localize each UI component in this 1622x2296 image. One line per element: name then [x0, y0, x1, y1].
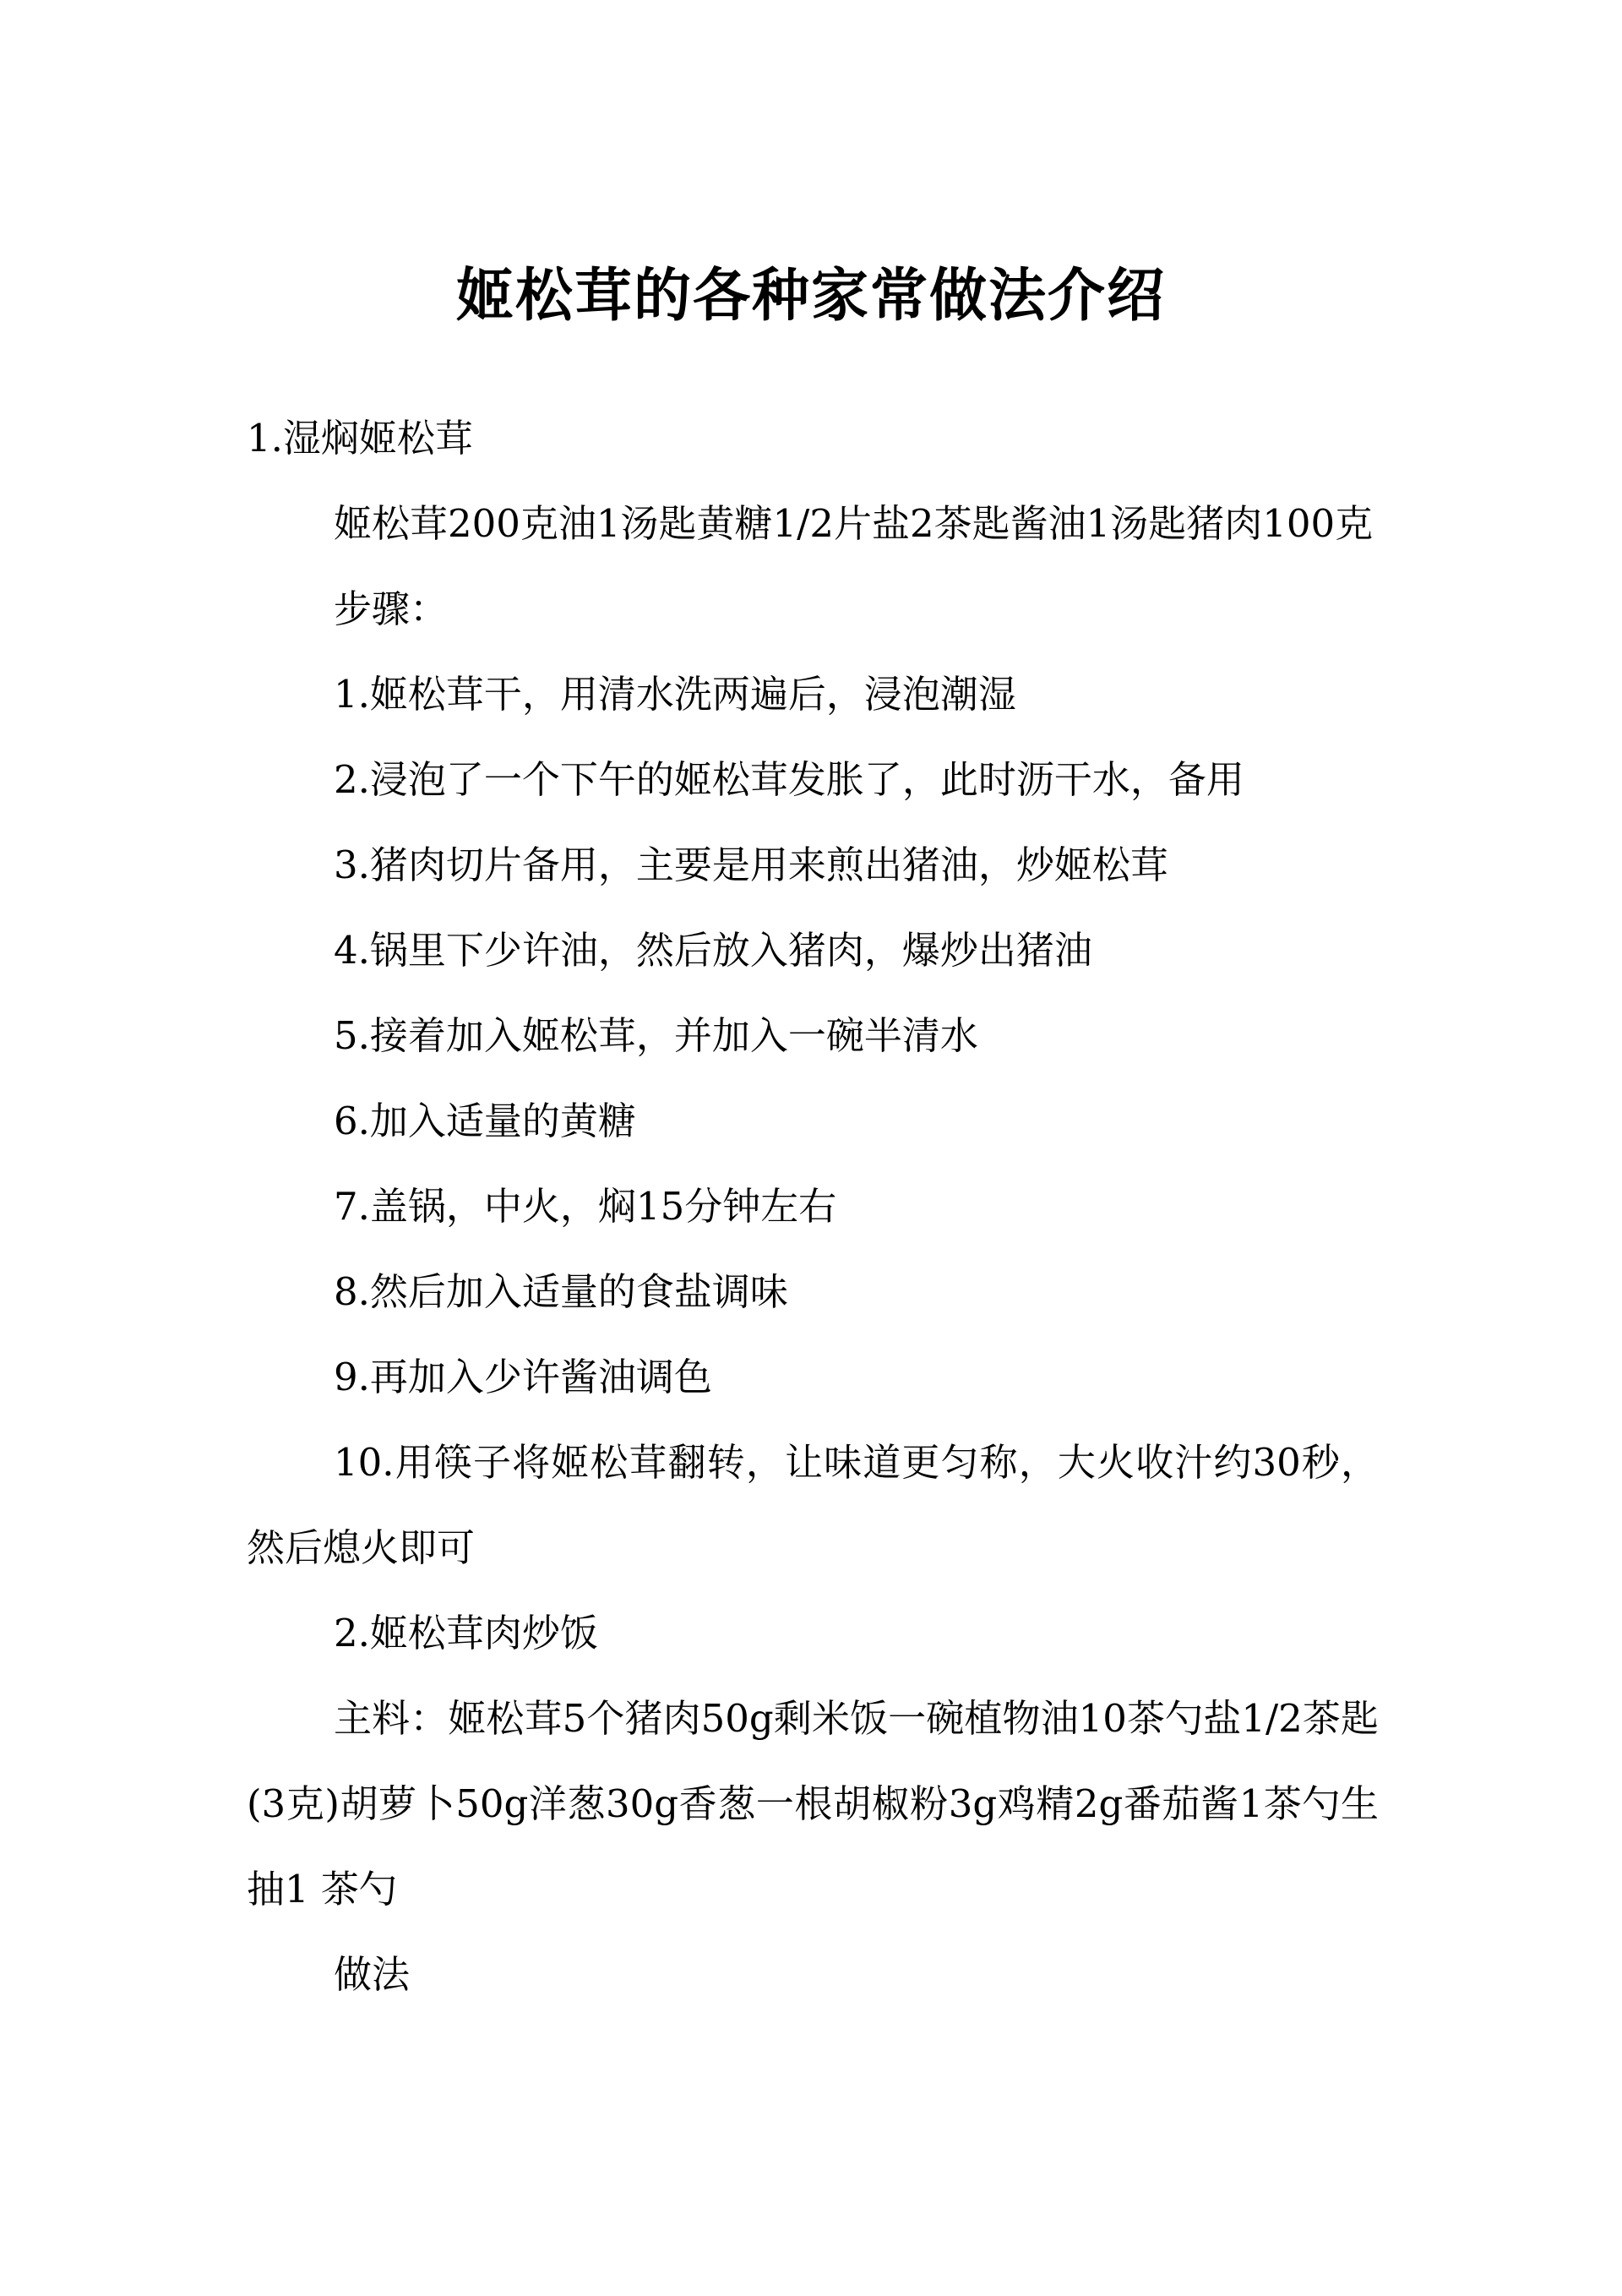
step-3: 3.猪肉切片备用，主要是用来煎出猪油，炒姬松茸 [334, 843, 1168, 887]
step-10: 10.用筷子将姬松茸翻转，让味道更匀称，大火收汁约30秒，然后熄火即可 [247, 1440, 1379, 1570]
section-heading-2: 2.姬松茸肉炒饭 [334, 1611, 598, 1655]
step-7: 7.盖锅，中火，焖15分钟左右 [334, 1184, 837, 1229]
step-4: 4.锅里下少许油，然后放入猪肉，爆炒出猪油 [334, 928, 1092, 973]
document-body [247, 395, 1379, 2017]
method-label: 做法 [334, 1952, 411, 1997]
ingredients-paragraph-2: 主料：姬松茸5个猪肉50g剩米饭一碗植物油10茶勺盐1/2茶匙(3克)胡萝卜50g洋葱30g香葱一根胡椒粉3g鸡精2g番茄酱1茶勺生抽1 茶勺 [247, 1696, 1379, 1912]
section-heading-1: 1.湿焖姬松茸 [247, 416, 473, 461]
step-6: 6.加入适量的黄糖 [334, 1099, 636, 1143]
ingredients-paragraph-1: 姬松茸200克油1汤匙黄糖1/2片盐2茶匙酱油1汤匙猪肉100克 [334, 501, 1374, 546]
step-5: 5.接着加入姬松茸，并加入一碗半清水 [334, 1013, 978, 1058]
step-9: 9.再加入少许酱油调色 [334, 1355, 712, 1399]
steps-label: 步骤： [334, 586, 449, 631]
document-title: 姬松茸的各种家常做法介绍 [455, 262, 1166, 330]
step-1: 1.姬松茸干，用清水洗两遍后，浸泡潮湿 [334, 672, 1016, 717]
step-2: 2.浸泡了一个下午的姬松茸发胀了，此时沥干水，备用 [334, 757, 1244, 802]
step-8: 8.然后加入适量的食盐调味 [334, 1269, 788, 1314]
